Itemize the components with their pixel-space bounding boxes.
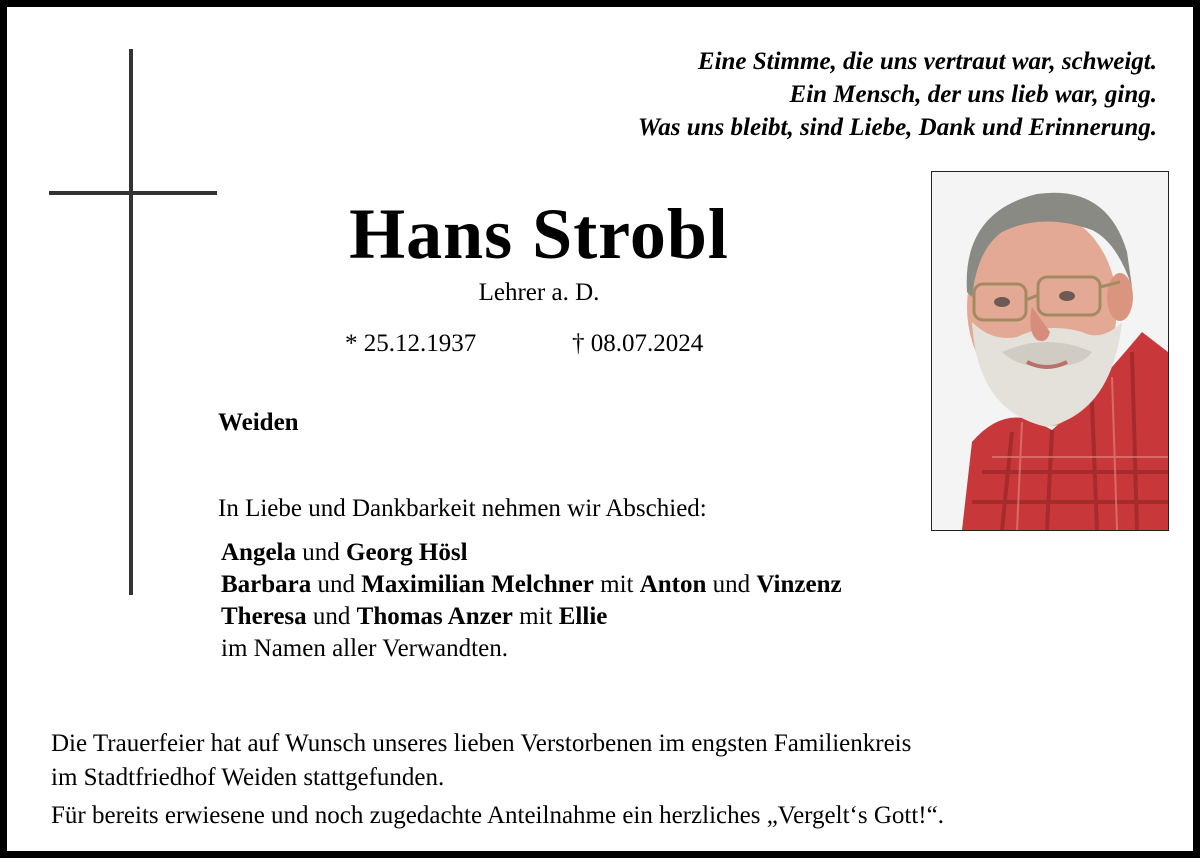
- mourner-line: [221, 633, 842, 665]
- birth-symbol: *: [345, 330, 358, 357]
- mourner-connector: mit: [512, 603, 559, 630]
- mourner-connector: und: [296, 539, 346, 566]
- mourner-name: Theresa: [221, 603, 307, 630]
- mourner-connector: und: [306, 603, 357, 630]
- mourner-connector: mit: [593, 571, 640, 598]
- mourner-name: Anton: [639, 571, 707, 598]
- mourner-name: Ellie: [558, 603, 608, 630]
- mourner-line: [221, 601, 842, 633]
- mourner-name: Vinzenz: [756, 571, 842, 598]
- portrait-illustration: [932, 172, 1168, 530]
- mourner-connector: und: [311, 571, 362, 598]
- death-date-line: [572, 330, 703, 358]
- mourner-name: Georg Hösl: [346, 539, 468, 566]
- motto-line: Eine Stimme, die uns vertraut war, schweigt.: [697, 48, 1157, 75]
- mourner-line: [221, 569, 842, 601]
- notice-line: im Stadtfriedhof Weiden stattgefunden.: [51, 764, 445, 791]
- cross-vertical-bar: [129, 49, 133, 595]
- motto-verse: [638, 45, 1157, 144]
- mourner-line: [221, 537, 842, 569]
- mourners-list: [221, 537, 842, 665]
- mourner-name: Barbara: [221, 571, 312, 598]
- city-label: Weiden: [218, 409, 299, 436]
- deceased-name: Hans Strobl: [349, 194, 729, 274]
- notice-line: Für bereits erwiesene und noch zugedachte Anteilnahme ein herzliches „Vergelt‘s Gott!“.: [51, 802, 944, 829]
- motto-line: Was uns bleibt, sind Liebe, Dank und Erinnerung.: [637, 114, 1157, 141]
- mourner-name: Maximilian Melchner: [361, 571, 594, 598]
- death-symbol: †: [572, 330, 585, 357]
- birth-date: 25.12.1937: [363, 330, 477, 357]
- mourner-connector: im Namen aller Verwandten.: [221, 635, 508, 662]
- farewell-intro: In Liebe und Dankbarkeit nehmen wir Abschied:: [218, 495, 707, 522]
- funeral-notice: [51, 727, 944, 833]
- mourner-name: Thomas Anzer: [356, 603, 513, 630]
- cross-horizontal-bar: [49, 191, 217, 195]
- deceased-title: Lehrer a. D.: [478, 279, 600, 306]
- portrait-photo: [931, 171, 1169, 531]
- mourner-name: Angela: [221, 539, 296, 566]
- notice-line: Die Trauerfeier hat auf Wunsch unseres lieben Verstorbenen im engsten Familienkreis: [51, 730, 912, 757]
- death-date: 08.07.2024: [590, 330, 704, 357]
- mourner-connector: und: [706, 571, 757, 598]
- birth-date-line: [345, 330, 476, 358]
- motto-line: Ein Mensch, der uns lieb war, ging.: [789, 81, 1157, 108]
